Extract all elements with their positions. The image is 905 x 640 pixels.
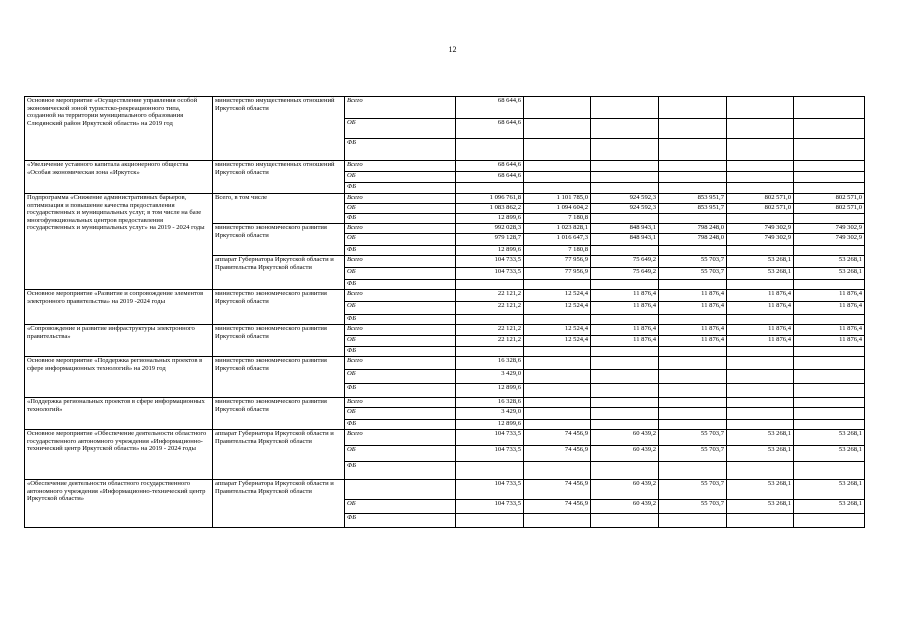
funding-source-cell: ФБ xyxy=(345,514,456,528)
table-row xyxy=(25,357,865,370)
amount-cell: 11 876,4 xyxy=(794,325,865,336)
funding-source-cell: ФБ xyxy=(345,214,456,224)
amount-cell xyxy=(524,280,591,290)
table-row xyxy=(25,97,865,119)
executor-cell: министерство имущественных отношений Иркутской области xyxy=(213,161,345,194)
funding-source-cell: ФБ xyxy=(345,420,456,430)
amount-cell xyxy=(524,514,591,528)
amount-cell xyxy=(794,214,865,224)
amount-cell: 802 571,0 xyxy=(794,204,865,214)
funding-source-cell: ФБ xyxy=(345,246,456,256)
amount-cell xyxy=(794,315,865,325)
amount-cell: 68 644,6 xyxy=(456,172,524,183)
amount-cell: 749 302,9 xyxy=(727,224,794,234)
amount-cell xyxy=(794,370,865,384)
amount-cell xyxy=(591,97,659,119)
funding-source-cell: ОБ xyxy=(345,234,456,246)
amount-cell: 53 268,1 xyxy=(727,268,794,280)
amount-cell: 11 876,4 xyxy=(659,325,727,336)
amount-cell: 11 876,4 xyxy=(659,336,727,347)
amount-cell: 53 268,1 xyxy=(727,446,794,462)
funding-source-cell: Всего xyxy=(345,194,456,204)
amount-cell xyxy=(659,347,727,357)
table-row xyxy=(25,290,865,302)
amount-cell: 3 429,0 xyxy=(456,370,524,384)
amount-cell: 12 899,6 xyxy=(456,420,524,430)
amount-cell xyxy=(524,420,591,430)
table-row xyxy=(25,398,865,408)
amount-cell xyxy=(659,280,727,290)
amount-cell: 16 328,6 xyxy=(456,357,524,370)
amount-cell xyxy=(794,398,865,408)
funding-source-cell: ФБ xyxy=(345,315,456,325)
amount-cell xyxy=(659,370,727,384)
executor-cell: министерство экономического развития Иркутской области xyxy=(213,224,345,256)
program-name-cell: «Увеличение уставного капитала акционерного общества «Особая экономическая зона «Иркутск» xyxy=(25,161,213,194)
amount-cell: 12 899,6 xyxy=(456,214,524,224)
amount-cell: 802 571,0 xyxy=(794,194,865,204)
amount-cell xyxy=(659,420,727,430)
amount-cell: 22 121,2 xyxy=(456,325,524,336)
table-row xyxy=(25,194,865,204)
amount-cell xyxy=(591,119,659,139)
amount-cell: 11 876,4 xyxy=(591,290,659,302)
amount-cell: 68 644,6 xyxy=(456,119,524,139)
amount-cell xyxy=(659,408,727,420)
amount-cell: 60 439,2 xyxy=(591,446,659,462)
funding-source-cell: ОБ xyxy=(345,172,456,183)
amount-cell: 11 876,4 xyxy=(727,336,794,347)
amount-cell xyxy=(727,384,794,398)
amount-cell xyxy=(591,398,659,408)
amount-cell xyxy=(524,462,591,480)
amount-cell xyxy=(456,139,524,161)
amount-cell xyxy=(659,139,727,161)
amount-cell: 22 121,2 xyxy=(456,302,524,315)
amount-cell xyxy=(727,408,794,420)
amount-cell: 11 876,4 xyxy=(591,302,659,315)
amount-cell xyxy=(591,246,659,256)
funding-source-cell: ФБ xyxy=(345,462,456,480)
amount-cell: 7 180,8 xyxy=(524,214,591,224)
amount-cell xyxy=(591,347,659,357)
amount-cell: 1 016 647,3 xyxy=(524,234,591,246)
funding-source-cell: Всего xyxy=(345,97,456,119)
amount-cell xyxy=(524,315,591,325)
executor-cell: аппарат Губернатора Иркутской области и Правительства Иркутской области xyxy=(213,480,345,528)
amount-cell xyxy=(524,119,591,139)
amount-cell xyxy=(794,161,865,172)
amount-cell xyxy=(727,119,794,139)
program-name-cell: Подпрограмма «Снижение административных барьеров, оптимизация и повышение качества предоставления государственных и муниципальных услуг, в том числе на базе многофункциональных центров предоставления государственных и муниципальных услуг» на 2019 - 2024 годы xyxy=(25,194,213,290)
amount-cell xyxy=(727,357,794,370)
funding-source-cell: ОБ xyxy=(345,370,456,384)
executor-cell: аппарат Губернатора Иркутской области и Правительства Иркутской области xyxy=(213,430,345,480)
program-name-cell: «Поддержка региональных проектов в сфере информационных технологий» xyxy=(25,398,213,430)
amount-cell: 60 439,2 xyxy=(591,480,659,500)
amount-cell: 11 876,4 xyxy=(727,325,794,336)
amount-cell: 104 733,5 xyxy=(456,446,524,462)
amount-cell: 749 302,9 xyxy=(794,224,865,234)
amount-cell: 749 302,9 xyxy=(727,234,794,246)
amount-cell xyxy=(591,420,659,430)
amount-cell: 53 268,1 xyxy=(794,256,865,268)
amount-cell: 11 876,4 xyxy=(659,290,727,302)
amount-cell: 77 956,9 xyxy=(524,256,591,268)
amount-cell: 979 128,7 xyxy=(456,234,524,246)
funding-source-cell: ОБ xyxy=(345,408,456,420)
funding-source-cell: ОБ xyxy=(345,500,456,514)
funding-source-cell: Всего xyxy=(345,256,456,268)
amount-cell xyxy=(659,97,727,119)
funding-source-cell: ОБ xyxy=(345,336,456,347)
amount-cell xyxy=(524,139,591,161)
amount-cell xyxy=(659,161,727,172)
amount-cell xyxy=(591,183,659,194)
executor-cell: министерство экономического развития Иркутской области xyxy=(213,357,345,398)
amount-cell xyxy=(456,347,524,357)
amount-cell: 53 268,1 xyxy=(794,268,865,280)
amount-cell: 60 439,2 xyxy=(591,500,659,514)
amount-cell xyxy=(794,462,865,480)
amount-cell xyxy=(794,119,865,139)
amount-cell xyxy=(727,514,794,528)
amount-cell xyxy=(727,246,794,256)
amount-cell: 104 733,5 xyxy=(456,500,524,514)
amount-cell xyxy=(794,357,865,370)
amount-cell xyxy=(524,161,591,172)
amount-cell: 74 456,9 xyxy=(524,480,591,500)
program-name-cell: «Сопровождение и развитие инфраструктуры электронного правительства» xyxy=(25,325,213,357)
amount-cell xyxy=(524,357,591,370)
amount-cell xyxy=(591,161,659,172)
amount-cell: 802 571,0 xyxy=(727,204,794,214)
amount-cell xyxy=(456,315,524,325)
amount-cell: 22 121,2 xyxy=(456,336,524,347)
amount-cell: 53 268,1 xyxy=(727,430,794,446)
amount-cell xyxy=(591,280,659,290)
amount-cell: 68 644,6 xyxy=(456,97,524,119)
amount-cell xyxy=(659,119,727,139)
amount-cell xyxy=(794,384,865,398)
amount-cell: 53 268,1 xyxy=(794,480,865,500)
amount-cell: 1 094 604,2 xyxy=(524,204,591,214)
program-name-cell: Основное мероприятие «Осуществление управления особой экономической зоной туристско-рекреационного типа, созданной на территории муниципального образования Слюдянский район Иркутской области» на 2019 год xyxy=(25,97,213,161)
amount-cell xyxy=(524,183,591,194)
amount-cell xyxy=(727,214,794,224)
amount-cell xyxy=(591,514,659,528)
amount-cell: 104 733,5 xyxy=(456,256,524,268)
amount-cell: 53 268,1 xyxy=(794,500,865,514)
amount-cell xyxy=(456,514,524,528)
amount-cell xyxy=(524,408,591,420)
funding-source-cell: ОБ xyxy=(345,204,456,214)
amount-cell: 992 028,3 xyxy=(456,224,524,234)
funding-source-cell: Всего xyxy=(345,430,456,446)
amount-cell xyxy=(456,280,524,290)
table-row xyxy=(25,480,865,500)
amount-cell xyxy=(794,97,865,119)
amount-cell: 22 121,2 xyxy=(456,290,524,302)
amount-cell xyxy=(727,172,794,183)
amount-cell xyxy=(591,462,659,480)
amount-cell xyxy=(591,139,659,161)
amount-cell xyxy=(524,370,591,384)
amount-cell xyxy=(727,183,794,194)
executor-cell: министерство имущественных отношений Иркутской области xyxy=(213,97,345,161)
amount-cell xyxy=(659,384,727,398)
amount-cell: 1 101 785,0 xyxy=(524,194,591,204)
amount-cell xyxy=(456,183,524,194)
amount-cell: 55 703,7 xyxy=(659,446,727,462)
amount-cell: 12 524,4 xyxy=(524,290,591,302)
amount-cell: 798 248,0 xyxy=(659,234,727,246)
amount-cell xyxy=(591,357,659,370)
budget-table xyxy=(24,96,865,528)
amount-cell: 924 592,3 xyxy=(591,194,659,204)
funding-source-cell: ОБ xyxy=(345,119,456,139)
funding-source-cell: ФБ xyxy=(345,384,456,398)
amount-cell xyxy=(794,246,865,256)
amount-cell: 11 876,4 xyxy=(591,325,659,336)
amount-cell xyxy=(524,172,591,183)
amount-cell xyxy=(659,514,727,528)
executor-cell: аппарат Губернатора Иркутской области и Правительства Иркутской области xyxy=(213,256,345,290)
amount-cell: 802 571,0 xyxy=(727,194,794,204)
program-name-cell: Основное мероприятие «Обеспечение деятельности областного государственного автономного учреждения «Информационно-технический центр Иркутской области» на 2019 - 2024 годы xyxy=(25,430,213,480)
amount-cell: 798 248,0 xyxy=(659,224,727,234)
table-row xyxy=(25,161,865,172)
amount-cell: 11 876,4 xyxy=(727,302,794,315)
amount-cell xyxy=(591,370,659,384)
amount-cell: 55 703,7 xyxy=(659,480,727,500)
funding-source-cell: Всего xyxy=(345,224,456,234)
amount-cell xyxy=(727,347,794,357)
amount-cell xyxy=(794,514,865,528)
amount-cell: 12 899,6 xyxy=(456,246,524,256)
amount-cell xyxy=(659,214,727,224)
amount-cell: 1 083 862,2 xyxy=(456,204,524,214)
amount-cell xyxy=(794,420,865,430)
amount-cell xyxy=(727,462,794,480)
amount-cell xyxy=(727,315,794,325)
funding-source-cell: Всего xyxy=(345,290,456,302)
amount-cell: 1 096 761,8 xyxy=(456,194,524,204)
amount-cell xyxy=(794,183,865,194)
amount-cell: 74 456,9 xyxy=(524,446,591,462)
amount-cell: 77 956,9 xyxy=(524,268,591,280)
amount-cell: 11 876,4 xyxy=(794,336,865,347)
amount-cell xyxy=(727,370,794,384)
amount-cell xyxy=(659,462,727,480)
executor-cell: министерство экономического развития Иркутской области xyxy=(213,398,345,430)
amount-cell: 53 268,1 xyxy=(794,446,865,462)
funding-source-cell: Всего xyxy=(345,398,456,408)
amount-cell: 11 876,4 xyxy=(659,302,727,315)
table-row xyxy=(25,325,865,336)
amount-cell xyxy=(591,214,659,224)
funding-source-cell: Всего xyxy=(345,357,456,370)
amount-cell: 1 023 828,1 xyxy=(524,224,591,234)
amount-cell xyxy=(659,246,727,256)
funding-source-cell xyxy=(345,480,456,500)
amount-cell xyxy=(727,139,794,161)
amount-cell xyxy=(794,139,865,161)
amount-cell: 53 268,1 xyxy=(794,430,865,446)
amount-cell: 55 703,7 xyxy=(659,430,727,446)
amount-cell: 74 456,9 xyxy=(524,430,591,446)
amount-cell: 749 302,9 xyxy=(794,234,865,246)
amount-cell: 104 733,5 xyxy=(456,268,524,280)
amount-cell: 75 649,2 xyxy=(591,256,659,268)
amount-cell: 7 180,8 xyxy=(524,246,591,256)
amount-cell xyxy=(727,280,794,290)
amount-cell: 55 703,7 xyxy=(659,256,727,268)
funding-source-cell: Всего xyxy=(345,325,456,336)
amount-cell: 3 429,0 xyxy=(456,408,524,420)
executor-cell: Всего, в том числе xyxy=(213,194,345,224)
amount-cell xyxy=(591,384,659,398)
amount-cell: 75 649,2 xyxy=(591,268,659,280)
amount-cell: 68 644,6 xyxy=(456,161,524,172)
amount-cell xyxy=(794,280,865,290)
funding-source-cell: ОБ xyxy=(345,302,456,315)
page-number: 12 xyxy=(448,45,457,54)
amount-cell: 60 439,2 xyxy=(591,430,659,446)
amount-cell xyxy=(659,172,727,183)
amount-cell: 74 456,9 xyxy=(524,500,591,514)
amount-cell: 104 733,5 xyxy=(456,480,524,500)
amount-cell xyxy=(524,384,591,398)
funding-source-cell: Всего xyxy=(345,161,456,172)
amount-cell xyxy=(524,347,591,357)
amount-cell xyxy=(794,347,865,357)
amount-cell xyxy=(524,398,591,408)
amount-cell: 55 703,7 xyxy=(659,268,727,280)
amount-cell: 16 328,6 xyxy=(456,398,524,408)
amount-cell xyxy=(591,172,659,183)
program-name-cell: «Обеспечение деятельности областного государственного автономного учреждения «Информационно-технический центр Иркутской области» xyxy=(25,480,213,528)
amount-cell: 11 876,4 xyxy=(727,290,794,302)
program-name-cell: Основное мероприятие «Поддержка региональных проектов в сфере информационных технологий» на 2019 год xyxy=(25,357,213,398)
amount-cell xyxy=(727,398,794,408)
amount-cell xyxy=(727,420,794,430)
funding-source-cell: ОБ xyxy=(345,446,456,462)
amount-cell xyxy=(524,97,591,119)
amount-cell xyxy=(591,408,659,420)
amount-cell: 11 876,4 xyxy=(794,290,865,302)
amount-cell: 853 951,7 xyxy=(659,194,727,204)
program-name-cell: Основное мероприятие «Развитие и сопровождение элементов электронного правительства» на 2019 -2024 годы xyxy=(25,290,213,325)
amount-cell: 12 524,4 xyxy=(524,336,591,347)
amount-cell xyxy=(659,315,727,325)
amount-cell xyxy=(794,408,865,420)
table-row xyxy=(25,430,865,446)
amount-cell: 55 703,7 xyxy=(659,500,727,514)
amount-cell xyxy=(659,183,727,194)
amount-cell: 11 876,4 xyxy=(591,336,659,347)
amount-cell: 12 524,4 xyxy=(524,325,591,336)
amount-cell xyxy=(659,357,727,370)
amount-cell: 924 592,3 xyxy=(591,204,659,214)
amount-cell: 12 899,6 xyxy=(456,384,524,398)
amount-cell: 11 876,4 xyxy=(794,302,865,315)
executor-cell: министерство экономического развития Иркутской области xyxy=(213,325,345,357)
amount-cell xyxy=(727,161,794,172)
amount-cell: 53 268,1 xyxy=(727,500,794,514)
amount-cell: 853 951,7 xyxy=(659,204,727,214)
amount-cell: 104 733,5 xyxy=(456,430,524,446)
funding-source-cell: ФБ xyxy=(345,139,456,161)
amount-cell xyxy=(456,462,524,480)
amount-cell: 848 943,1 xyxy=(591,224,659,234)
executor-cell: министерство экономического развития Иркутской области xyxy=(213,290,345,325)
amount-cell: 53 268,1 xyxy=(727,256,794,268)
amount-cell: 848 943,1 xyxy=(591,234,659,246)
funding-source-cell: ФБ xyxy=(345,183,456,194)
amount-cell xyxy=(591,315,659,325)
funding-source-cell: ФБ xyxy=(345,280,456,290)
amount-cell: 53 268,1 xyxy=(727,480,794,500)
amount-cell xyxy=(794,172,865,183)
funding-source-cell: ФБ xyxy=(345,347,456,357)
funding-source-cell: ОБ xyxy=(345,268,456,280)
amount-cell xyxy=(659,398,727,408)
amount-cell xyxy=(727,97,794,119)
amount-cell: 12 524,4 xyxy=(524,302,591,315)
